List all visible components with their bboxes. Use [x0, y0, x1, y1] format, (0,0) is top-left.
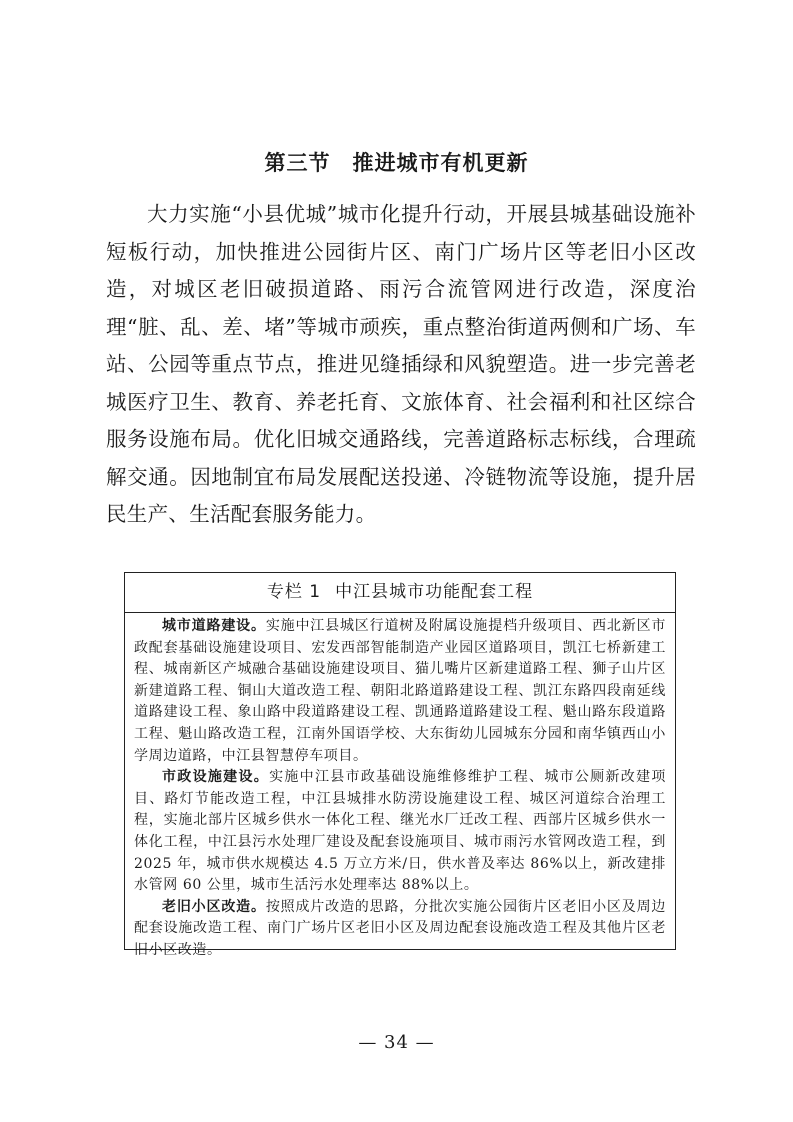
section-heading	[0, 147, 793, 177]
section-title: 推进城市有机更新	[352, 151, 529, 175]
column-body	[125, 613, 675, 962]
column-item-text: 实施中江县城区行道树及附属设施提档升级项目、西北新区市政配套基础设施建设项目、宏发西部智能制造产业园区道路项目，凯江七桥新建工程、城南新区产城融合基础设施建设项目、猫儿嘴片区新建道路工程、狮子山片区新建道路工程、铜山大道改造工程、朝阳北路道路建设工程、凯江东路四段南延线道路建设工程、象山路中段道路建设工程、凯通路道路建设工程、魁山路东段道路工程、魁山路改造工程，江南外国语学校、大东街幼儿园城东分园和南华镇西山小学周边道路，中江县智慧停车项目。	[134, 618, 666, 764]
column-item-lead: 城市道路建设。	[162, 618, 266, 634]
page-number: — 34 —	[358, 1032, 435, 1053]
body-paragraph: 大力实施“小县优城”城市化提升行动，开展县城基础设施补短板行动，加快推进公园街片区、南门广场片区等老旧小区改造，对城区老旧破损道路、雨污合流管网进行改造，深度治理“脏、乱、差、堵”等城市顽疾，重点整治街道两侧和广场、车站、公园等重点节点，推进见缝插绿和风貌塑造。进一步完善老城医疗卫生、教育、养老托育、文旅体育、社会福利和社区综合服务设施布局。优化旧城交通路线，完善道路标志标线，合理疏解交通。因地制宜布局发展配送投递、冷链物流等设施，提升居民生产、生活配套服务能力。	[106, 202, 696, 526]
column-label: 专栏 1	[266, 582, 322, 602]
column-title: 中江县城市功能配套工程	[335, 582, 534, 602]
column-item-text: 按照成片改造的思路，分批次实施公园街片区老旧小区及周边配套设施改造工程、南门广场片区老旧小区及周边配套设施改造工程及其他片区老旧小区改造。	[134, 898, 666, 958]
column-item-lead: 市政设施建设。	[162, 769, 270, 786]
column-item-municipal	[134, 767, 666, 897]
column-item-old-community	[134, 897, 666, 962]
column-item-road	[134, 616, 666, 767]
section-number: 第三节	[264, 151, 331, 175]
feature-column-box	[124, 572, 676, 958]
column-item-lead: 老旧小区改造。	[162, 898, 266, 915]
column-item-text: 实施中江县市政基础设施维修维护工程、城市公厕新改建项目、路灯节能改造工程，中江县城排水防涝设施建设工程、城区河道综合治理工程，实施北部片区城乡供水一体化工程、继光水厂迁改工程、西部片区城乡供水一体化工程，中江县污水处理厂建设及配套设施项目、城市雨污水管网改造工程，到 2025 年，城市供水规模达 4.5 万立方米/日，供水普及率达 86%以上，新改建排水管网 60 公里，城市生活污水处理率达 88%以上。	[134, 769, 666, 894]
column-heading	[125, 573, 675, 613]
